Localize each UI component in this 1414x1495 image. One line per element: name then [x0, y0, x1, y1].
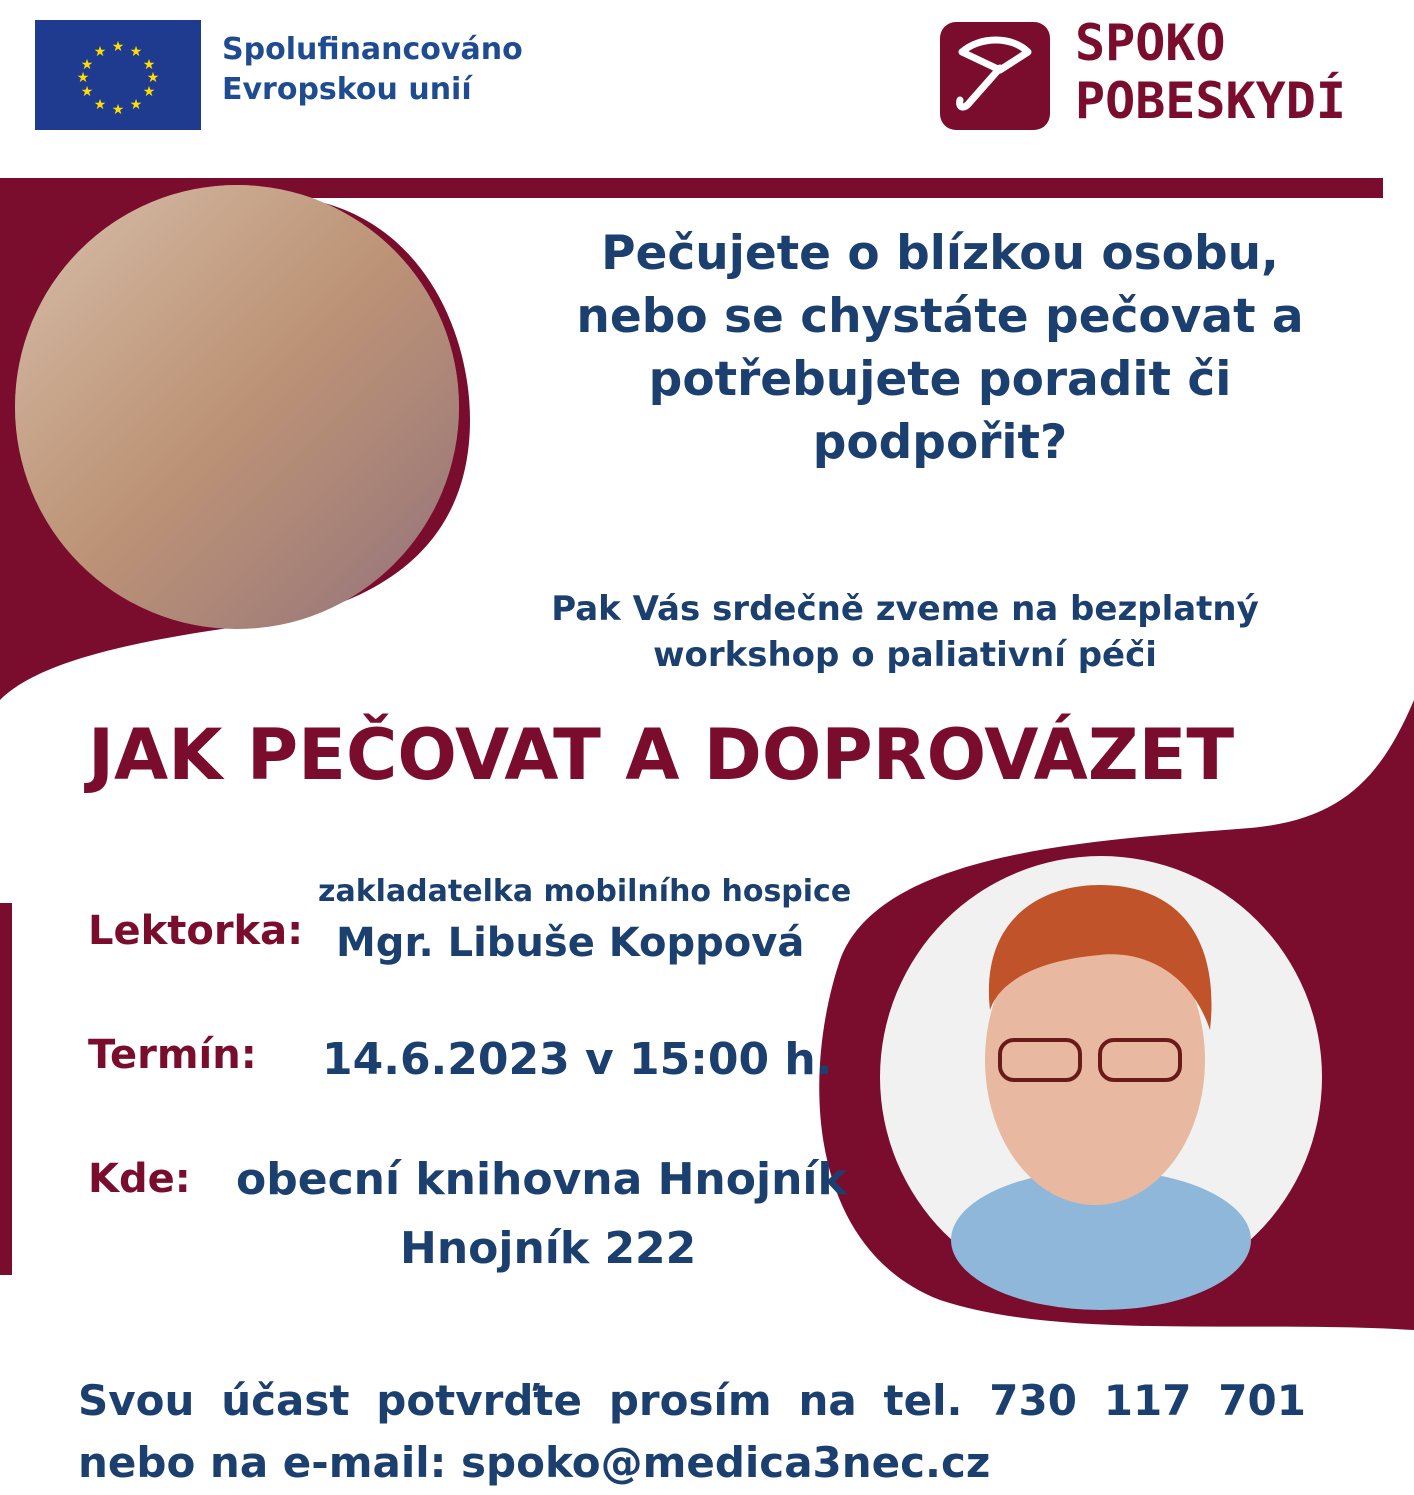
phone-part: 117: [1103, 1376, 1192, 1425]
lecturer-label: Lektorka:: [88, 908, 304, 954]
invitation-line1: Pak Vás srdečně zveme na bezplatný: [551, 589, 1259, 629]
left-accent-bar: [0, 903, 12, 1275]
lecturer-name: Mgr. Libuše Koppová: [336, 920, 805, 966]
contact-word: prosím: [608, 1376, 772, 1425]
brand-line1: SPOKO: [1075, 14, 1226, 72]
date-label: Termín:: [88, 1032, 257, 1078]
svg-text:★: ★: [76, 70, 90, 86]
svg-text:★: ★: [142, 84, 156, 100]
invitation-line2: workshop o paliativní péči: [653, 635, 1157, 675]
lecturer-role: zakladatelka mobilního hospice: [318, 874, 852, 909]
svg-text:★: ★: [80, 84, 94, 100]
workshop-invitation: [500, 586, 1310, 678]
eu-cofunding-label: [222, 30, 523, 110]
eu-label-line1: Spolufinancováno: [222, 32, 523, 67]
eu-flag-logo: [35, 20, 201, 130]
contact-info: [78, 1370, 1306, 1494]
svg-text:★: ★: [111, 39, 125, 55]
svg-text:★: ★: [80, 57, 94, 73]
eu-label-line2: Evropskou unií: [222, 72, 472, 107]
spoko-brand-name: [1075, 14, 1346, 130]
svg-text:★: ★: [129, 44, 143, 60]
brand-line2: POBESKYDÍ: [1075, 72, 1346, 130]
contact-email-line: nebo na e-mail: spoko@medica3nec.cz: [78, 1438, 991, 1487]
umbrella-icon: [940, 22, 1050, 130]
phone-part: 701: [1218, 1376, 1306, 1425]
intro-question: Pečujete o blízkou osobu, nebo se chystáte pečovat a potřebujete poradit či podpořit?: [576, 226, 1304, 470]
contact-word: účast: [221, 1376, 350, 1425]
contact-line1: [78, 1370, 1306, 1432]
contact-word: tel.: [883, 1376, 963, 1425]
svg-text:★: ★: [93, 44, 107, 60]
date-value: 14.6.2023 v 15:00 h.: [322, 1034, 833, 1085]
svg-text:★: ★: [146, 70, 160, 86]
svg-text:★: ★: [111, 102, 125, 118]
svg-text:★: ★: [142, 57, 156, 73]
place-label: Kde:: [88, 1156, 191, 1202]
svg-text:★: ★: [93, 97, 107, 113]
place-line2: Hnojník 222: [400, 1223, 697, 1274]
workshop-title: JAK PEČOVAT A DOPROVÁZET: [88, 714, 1235, 796]
svg-text:★: ★: [129, 97, 143, 113]
place-line1: obecní knihovna Hnojník: [236, 1154, 847, 1205]
contact-word: na: [798, 1376, 857, 1425]
contact-word: Svou: [78, 1376, 195, 1425]
phone-part: 730: [989, 1376, 1077, 1425]
contact-word: potvrďte: [376, 1376, 582, 1425]
